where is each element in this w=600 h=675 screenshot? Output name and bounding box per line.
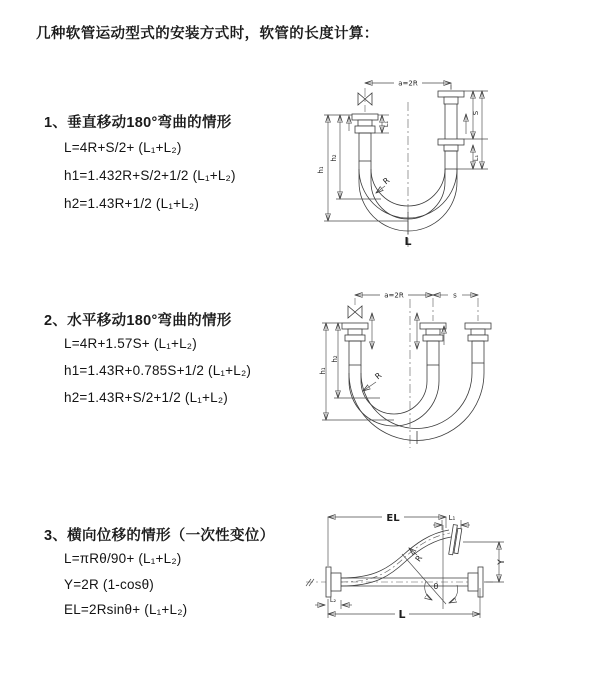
dim-label-h2: h₂ (330, 154, 338, 162)
dim-label-l: L (398, 608, 406, 621)
dim-label-h1: h₁ (319, 367, 327, 375)
upper-right-flange (449, 525, 463, 556)
u-bend-curves (349, 370, 484, 444)
dim-label-theta: θ (433, 582, 439, 591)
dimension-el (328, 513, 446, 566)
radius-label (409, 548, 424, 563)
dimension-l2 (315, 596, 352, 609)
dim-label-l: L (404, 235, 412, 248)
dim-label-l1-left: L₁ (382, 120, 390, 128)
dimension-stroke-s (457, 91, 488, 169)
section-3-formula-el: EL=2Rsinθ+ (L₁+L₂) (64, 602, 188, 617)
middle-hose-leg (420, 323, 446, 381)
dim-label-l1: L₁ (448, 514, 456, 522)
dim-label-h1: h₁ (317, 166, 325, 174)
right-middle-flange (468, 567, 483, 597)
dim-label-r: R (373, 370, 384, 382)
dim-label-s: S (472, 110, 480, 116)
section-1-heading: 1、垂直移动180°弯曲的情形 (44, 115, 232, 131)
valve-icon (348, 306, 362, 318)
vertical-180-bend-diagram (308, 66, 593, 261)
radius-label (363, 371, 384, 391)
dim-label-r: R (413, 553, 425, 564)
right-hose-leg (438, 91, 464, 169)
dimension-span (365, 80, 451, 90)
dim-label-y: Y (497, 559, 507, 565)
dim-label-span: a=2R (398, 79, 418, 88)
dim-label-h2: h₂ (331, 355, 339, 363)
dimension-span (355, 292, 478, 300)
section-1-formula-h2: h2=1.43R+1/2 (L₁+L₂) (64, 196, 200, 211)
centerline-break-icon (306, 579, 314, 586)
radius-label (376, 176, 392, 193)
lateral-displacement-diagram (298, 492, 598, 657)
left-hose-leg (352, 114, 378, 169)
section-2-formula-h1: h1=1.43R+0.785S+1/2 (L₁+L₂) (64, 363, 252, 378)
right-hose-leg (465, 323, 491, 373)
section-2-formula-l: L=4R+1.57S+ (L₁+L₂) (64, 336, 197, 351)
section-2-formula-h2: h2=1.43R+S/2+1/2 (L₁+L₂) (64, 390, 228, 405)
dimension-l1 (433, 514, 470, 530)
s-curve-hose (341, 530, 451, 586)
section-3-formula-y: Y=2R (1-cosθ) (64, 577, 155, 592)
dim-label-el: EL (386, 513, 400, 524)
dim-label-span: a=2R (384, 291, 404, 300)
page-title: 几种软管运动型式的安装方式时，软管的长度计算： (36, 26, 379, 42)
section-3-heading: 3、横向位移的情形（一次性变位） (44, 528, 275, 544)
section-1-formula-h1: h1=1.432R+S/2+1/2 (L₁+L₂) (64, 168, 236, 183)
dim-label-l1-right: L₁ (472, 154, 480, 162)
horizontal-180-bend-diagram (310, 281, 595, 456)
section-2-heading: 2、水平移动180°弯曲的情形 (44, 313, 232, 329)
section-1-formula-l: L=4R+S/2+ (L₁+L₂) (64, 140, 182, 155)
dim-label-r: R (381, 175, 392, 187)
left-hose-leg (342, 323, 368, 381)
dim-label-l2: L₂ (329, 596, 337, 604)
dim-label-s: s (453, 291, 457, 300)
section-3-formula-l: L=πRθ/90+ (L₁+L₂) (64, 551, 182, 566)
